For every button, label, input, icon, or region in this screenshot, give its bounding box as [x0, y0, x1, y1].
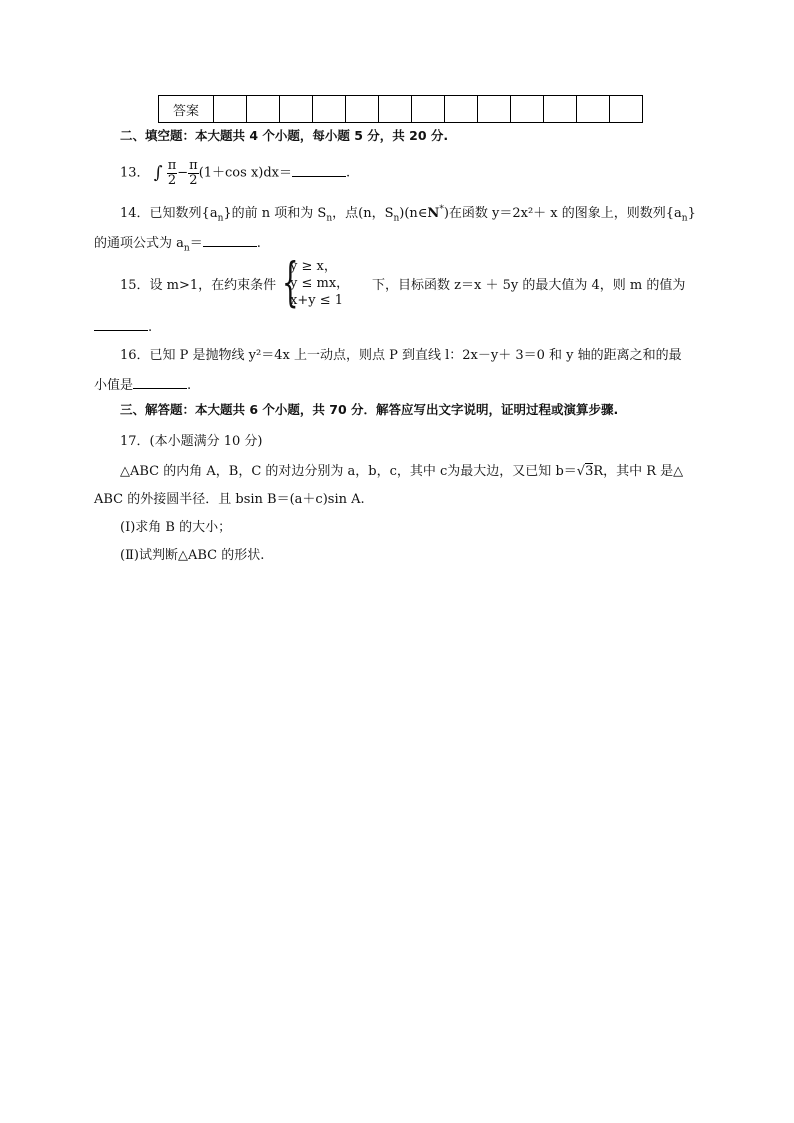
- question-14-line1: [120, 202, 696, 224]
- q15-conditions: [290, 258, 349, 309]
- q17-title: 17．(本小题满分 10 分): [120, 434, 263, 449]
- answer-label: 答案: [159, 96, 214, 123]
- question-13: [120, 158, 350, 189]
- q14-sub: n: [326, 213, 333, 224]
- q13-lower-den: 2: [189, 172, 198, 188]
- q13-integrand: (1＋cos x)dx＝: [198, 165, 292, 181]
- q15-condition: y ≤ mx，: [290, 276, 350, 291]
- question-16-line1: 16．已知 P 是抛物线 y²＝4x 上一动点，则点 P 到直线 l：2x－y＋ 3＝0 和 y 轴的距离之和的最: [120, 348, 682, 363]
- q17-line1: [120, 460, 683, 479]
- answer-cell[interactable]: [346, 96, 379, 123]
- integral-sign: ∫: [153, 163, 163, 183]
- q13-minus: −: [177, 165, 189, 181]
- q13-number: 13．: [120, 165, 150, 181]
- q13-end: .: [346, 165, 351, 181]
- question-14-line2: [94, 232, 261, 254]
- q15-answer-blank[interactable]: [94, 318, 148, 331]
- q14-text: ＝: [189, 236, 203, 251]
- answer-cell[interactable]: [544, 96, 577, 123]
- answer-cell[interactable]: [478, 96, 511, 123]
- answer-cell[interactable]: [610, 96, 643, 123]
- q14-sup: *: [439, 204, 444, 215]
- answer-cell[interactable]: [313, 96, 346, 123]
- q13-lower-num: π: [189, 157, 198, 173]
- section2-heading: 二、填空题：本大题共 4 个小题，每小题 5 分，共 20 分.: [120, 128, 449, 143]
- q15-condition: x+y ≤ 1: [290, 293, 343, 308]
- q14-sub: n: [217, 213, 224, 224]
- q13-upper-num: π: [167, 157, 177, 173]
- q15-condition: y ≥ x，: [290, 259, 337, 274]
- q15-end: .: [148, 320, 153, 335]
- q14-text: }的前 n 项和为 S: [223, 206, 327, 221]
- q15-after: 下，目标函数 z＝x ＋ 5y 的最大值为 4，则 m 的值为: [372, 278, 686, 293]
- answer-table: [158, 95, 643, 123]
- q15-prefix: 15．设 m>1，在约束条件: [120, 278, 277, 293]
- q14-sub: n: [183, 243, 190, 254]
- q14-text: ，点(n，S: [332, 206, 394, 221]
- answer-cell[interactable]: [214, 96, 247, 123]
- q14-answer-blank[interactable]: [203, 234, 257, 247]
- q14-sub: n: [681, 213, 688, 224]
- answer-row: [159, 96, 643, 123]
- answer-cell[interactable]: [247, 96, 280, 123]
- q16-answer-blank[interactable]: [133, 376, 187, 389]
- q14-text: }: [687, 206, 696, 221]
- q14-end: .: [256, 236, 261, 251]
- q14-text: 的通项公式为 a: [94, 236, 184, 251]
- q15-brace: {: [282, 253, 299, 313]
- answer-cell[interactable]: [577, 96, 610, 123]
- q14-sub: n: [393, 213, 400, 224]
- answer-cell[interactable]: [412, 96, 445, 123]
- question-16-line2: [94, 374, 191, 393]
- q16-text: 小值是: [94, 378, 134, 393]
- section3-heading: 三、解答题：本大题共 6 个小题，共 70 分．解答应写出文字说明，证明过程或演算步骤.: [120, 402, 619, 417]
- question-15-line2: [94, 318, 152, 335]
- q13-answer-blank[interactable]: [292, 164, 346, 177]
- q17-part1: (Ⅰ)求角 B 的大小；: [120, 520, 232, 535]
- q17-text: △ABC 的内角 A，B，C 的对边分别为 a，b，c，其中 c为最大边，又已知 b＝: [120, 464, 577, 479]
- answer-cell[interactable]: [445, 96, 478, 123]
- sqrt-icon: √: [576, 464, 586, 479]
- q14-text: )在函数 y＝2x²＋ x 的图象上，则数列{a: [443, 206, 682, 221]
- q13-lower-limit: [188, 159, 199, 187]
- q13-upper-den: 2: [167, 172, 177, 188]
- answer-cell[interactable]: [511, 96, 544, 123]
- answer-cell[interactable]: [379, 96, 412, 123]
- q17-part2: (Ⅱ)试判断△ABC 的形状.: [120, 548, 265, 563]
- q14-text: )(n∈: [399, 206, 428, 221]
- q17-text: R，其中 R 是△: [593, 464, 684, 479]
- q14-natural-set: N: [427, 206, 440, 221]
- answer-cell[interactable]: [280, 96, 313, 123]
- q13-upper-limit: [167, 159, 178, 187]
- q14-text: 14．已知数列{a: [120, 206, 218, 221]
- q17-line2: ABC 的外接圆半径．且 bsin B＝(a＋c)sin A.: [94, 492, 365, 507]
- q16-end: .: [187, 378, 192, 393]
- q17-sqrt-value: 3: [585, 464, 594, 479]
